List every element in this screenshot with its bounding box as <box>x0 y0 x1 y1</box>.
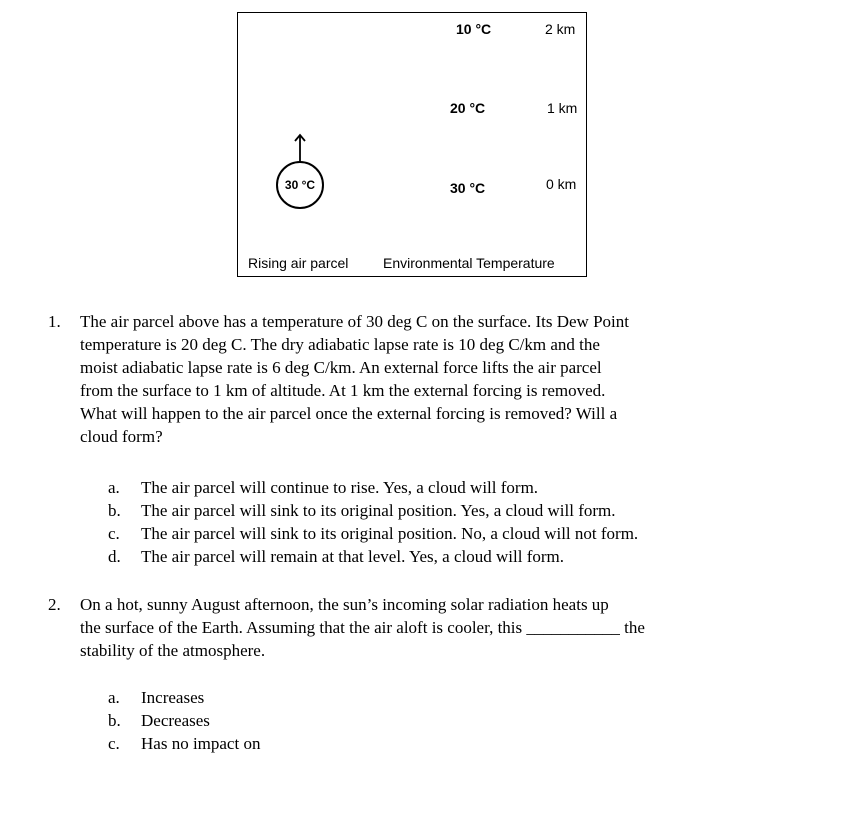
env-temp-1km: 20 °C <box>450 100 486 116</box>
option-c[interactable] <box>108 522 808 545</box>
option-text: Decreases <box>141 711 210 730</box>
env-temp-2km: 10 °C <box>456 21 492 37</box>
altitude-2km: 2 km <box>545 21 576 37</box>
option-letter: c. <box>108 734 120 753</box>
option-letter: c. <box>108 524 120 543</box>
altitude-0km: 0 km <box>546 176 577 192</box>
air-parcel <box>276 161 324 209</box>
option-b[interactable] <box>108 499 808 522</box>
question-1-options <box>108 476 808 568</box>
option-c[interactable] <box>108 732 808 755</box>
question-1 <box>48 310 788 450</box>
question-text: On a hot, sunny August afternoon, the sun’s incoming solar radiation heats up the surface of the Earth. Assuming that the air aloft is cooler, this ___________ the stability of the atmosphere. <box>80 595 645 660</box>
option-a[interactable] <box>108 476 808 499</box>
environmental-temperature-label: Environmental Temperature <box>383 255 555 271</box>
option-letter: b. <box>108 501 121 520</box>
option-text: The air parcel will remain at that level. Yes, a cloud will form. <box>141 547 564 566</box>
atmosphere-diagram <box>237 12 587 277</box>
question-text: The air parcel above has a temperature of 30 deg C on the surface. Its Dew Point temperature is 20 deg C. The dry adiabatic lapse rate is 10 deg C/km and the moist adiabatic lapse rate is 6 deg C/km. An external force lifts the air parcel from the surface to 1 km of altitude. At 1 km the external forcing is removed. What will happen to the air parcel once the external forcing is removed? Will a cloud form? <box>80 312 629 446</box>
question-2 <box>48 593 788 663</box>
altitude-1km: 1 km <box>547 100 578 116</box>
option-text: Has no impact on <box>141 734 261 753</box>
option-a[interactable] <box>108 686 808 709</box>
parcel-temperature: 30 °C <box>284 178 316 192</box>
option-letter: d. <box>108 547 121 566</box>
option-text: The air parcel will sink to its original position. Yes, a cloud will form. <box>141 501 616 520</box>
option-text: Increases <box>141 688 205 707</box>
option-text: The air parcel will sink to its original position. No, a cloud will not form. <box>141 524 639 543</box>
question-number: 1. <box>48 312 61 331</box>
option-letter: a. <box>108 478 120 497</box>
rising-air-parcel-label: Rising air parcel <box>248 255 349 271</box>
question-2-options <box>108 686 808 755</box>
option-b[interactable] <box>108 709 808 732</box>
option-d[interactable] <box>108 545 808 568</box>
env-temp-0km: 30 °C <box>450 180 486 196</box>
option-letter: b. <box>108 711 121 730</box>
option-letter: a. <box>108 688 120 707</box>
option-text: The air parcel will continue to rise. Yes, a cloud will form. <box>141 478 539 497</box>
up-arrow-icon <box>290 131 310 165</box>
question-number: 2. <box>48 595 61 614</box>
